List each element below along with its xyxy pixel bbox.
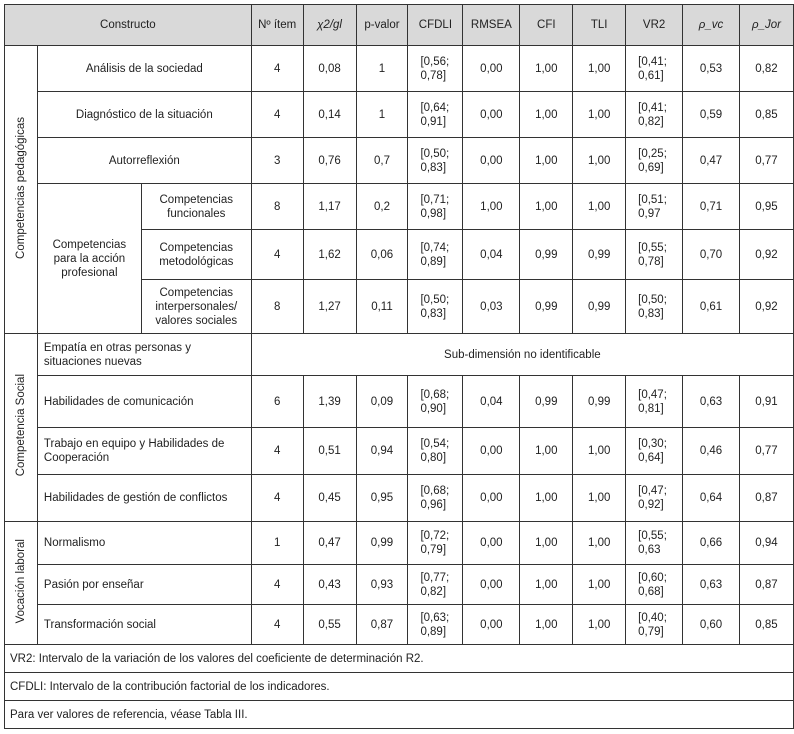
cell-rho-jor: 0,85: [739, 605, 793, 645]
row-label: Habilidades de comunicación: [37, 376, 251, 428]
cell-cfi: 1,00: [520, 428, 573, 475]
cell-cfdli: [0,77; 0,82]: [408, 565, 463, 605]
cell-rmsea: 0,04: [463, 230, 520, 280]
cell-cfi: 1,00: [520, 184, 573, 230]
cell-rho-jor: 0,87: [739, 565, 793, 605]
cell-n: 8: [251, 184, 303, 230]
cell-cfi: 1,00: [520, 475, 573, 522]
cell-n: 4: [251, 230, 303, 280]
cell-cfi: 1,00: [520, 46, 573, 92]
table-row: [5, 428, 794, 475]
cell-p: 0,95: [356, 475, 408, 522]
cell-rho-jor: 0,91: [739, 376, 793, 428]
cell-tli: 1,00: [573, 565, 626, 605]
cell-rmsea: 0,00: [463, 565, 520, 605]
header-cfi: CFI: [520, 5, 573, 46]
header-row: [5, 5, 794, 46]
cell-n: 4: [251, 428, 303, 475]
cell-cfi: 1,00: [520, 605, 573, 645]
cell-tli: 1,00: [573, 46, 626, 92]
cell-vr2: [0,55; 0,63: [626, 522, 683, 565]
row-label: Análisis de la sociedad: [37, 46, 251, 92]
cell-chi: 1,17: [303, 184, 356, 230]
cell-tli: 1,00: [573, 428, 626, 475]
cell-rmsea: 0,00: [463, 475, 520, 522]
cell-p: 0,7: [356, 138, 408, 184]
cell-tli: 1,00: [573, 184, 626, 230]
cell-chi: 1,39: [303, 376, 356, 428]
cell-cfdli: [0,50; 0,83]: [408, 280, 463, 334]
cell-rho-jor: 0,82: [739, 46, 793, 92]
cell-tli: 1,00: [573, 605, 626, 645]
results-table: [4, 4, 794, 729]
header-rho-jor: ρ_Jor: [739, 5, 793, 46]
cell-vr2: [0,47; 0,81]: [626, 376, 683, 428]
note-row: [5, 673, 794, 701]
cell-rho-jor: 0,92: [739, 230, 793, 280]
cell-chi: 0,08: [303, 46, 356, 92]
group-label-social: Competencia Social: [5, 334, 38, 522]
table-row: [5, 475, 794, 522]
cell-n: 4: [251, 605, 303, 645]
cell-rmsea: 0,04: [463, 376, 520, 428]
cell-cfdli: [0,56; 0,78]: [408, 46, 463, 92]
row-label: Pasión por enseñar: [37, 565, 251, 605]
cell-rho-jor: 0,92: [739, 280, 793, 334]
cell-cfi: 0,99: [520, 230, 573, 280]
cell-cfdli: [0,64; 0,91]: [408, 92, 463, 138]
group-label-vocacion: Vocación laboral: [5, 522, 38, 645]
cell-n: 6: [251, 376, 303, 428]
cell-chi: 0,43: [303, 565, 356, 605]
cell-rho-vc: 0,70: [683, 230, 740, 280]
footnote-cfdli: CFDLI: Intervalo de la contribución factorial de los indicadores.: [5, 673, 794, 701]
header-p-valor: p-valor: [356, 5, 408, 46]
header-cfdli: CFDLI: [408, 5, 463, 46]
cell-cfi: 1,00: [520, 565, 573, 605]
cell-rho-jor: 0,95: [739, 184, 793, 230]
cell-p: 0,87: [356, 605, 408, 645]
row-label: Autorreflexión: [37, 138, 251, 184]
cell-vr2: [0,41; 0,61]: [626, 46, 683, 92]
table-row: [5, 376, 794, 428]
row-label: Habilidades de gestión de conflictos: [37, 475, 251, 522]
cell-n: 4: [251, 475, 303, 522]
cell-rmsea: 0,00: [463, 138, 520, 184]
not-identifiable-note: Sub-dimensión no identificable: [251, 334, 793, 376]
table-row: [5, 46, 794, 92]
cell-rho-jor: 0,94: [739, 522, 793, 565]
cell-cfdli: [0,72; 0,79]: [408, 522, 463, 565]
footnote-reference: Para ver valores de referencia, véase Tabla III.: [5, 701, 794, 729]
row-label: Competencias interpersonales/ valores sociales: [141, 280, 251, 334]
row-label: Transformación social: [37, 605, 251, 645]
cell-cfi: 0,99: [520, 280, 573, 334]
cell-cfdli: [0,68; 0,90]: [408, 376, 463, 428]
group-label-pedagogicas: Competencias pedagógicas: [5, 46, 38, 334]
cell-rho-vc: 0,60: [683, 605, 740, 645]
cell-rho-jor: 0,85: [739, 92, 793, 138]
cell-p: 0,11: [356, 280, 408, 334]
cell-rho-vc: 0,61: [683, 280, 740, 334]
cell-rho-vc: 0,64: [683, 475, 740, 522]
cell-p: 0,09: [356, 376, 408, 428]
table-row: [5, 334, 794, 376]
header-chi: χ2/gl: [303, 5, 356, 46]
row-label: Empatía en otras personas y situaciones nuevas: [37, 334, 251, 376]
cell-rho-vc: 0,59: [683, 92, 740, 138]
cell-n: 3: [251, 138, 303, 184]
table-row: [5, 92, 794, 138]
cell-cfdli: [0,71; 0,98]: [408, 184, 463, 230]
cell-chi: 1,27: [303, 280, 356, 334]
cell-rho-vc: 0,63: [683, 376, 740, 428]
cell-tli: 1,00: [573, 92, 626, 138]
cell-rho-vc: 0,53: [683, 46, 740, 92]
cell-chi: 1,62: [303, 230, 356, 280]
cell-vr2: [0,55; 0,78]: [626, 230, 683, 280]
cell-rho-jor: 0,87: [739, 475, 793, 522]
cell-vr2: [0,41; 0,82]: [626, 92, 683, 138]
cell-chi: 0,47: [303, 522, 356, 565]
cell-vr2: [0,25; 0,69]: [626, 138, 683, 184]
cell-vr2: [0,30; 0,64]: [626, 428, 683, 475]
row-label: Competencias funcionales: [141, 184, 251, 230]
table-container: [4, 4, 794, 729]
note-row: [5, 701, 794, 729]
cell-vr2: [0,40; 0,79]: [626, 605, 683, 645]
cell-cfdli: [0,63; 0,89]: [408, 605, 463, 645]
cell-rmsea: 0,00: [463, 46, 520, 92]
table-row: [5, 605, 794, 645]
subgroup-label-accion-profesional: Competencias para la acción profesional: [37, 184, 141, 334]
row-label: Diagnóstico de la situación: [37, 92, 251, 138]
cell-cfi: 1,00: [520, 138, 573, 184]
cell-n: 4: [251, 46, 303, 92]
header-rho-vc: ρ_vc: [683, 5, 740, 46]
row-label: Competencias metodológicas: [141, 230, 251, 280]
header-vr2: VR2: [626, 5, 683, 46]
cell-p: 1: [356, 46, 408, 92]
cell-rho-jor: 0,77: [739, 428, 793, 475]
cell-rmsea: 0,03: [463, 280, 520, 334]
note-row: [5, 645, 794, 673]
header-tli: TLI: [573, 5, 626, 46]
cell-n: 8: [251, 280, 303, 334]
cell-rho-vc: 0,46: [683, 428, 740, 475]
cell-chi: 0,45: [303, 475, 356, 522]
cell-cfi: 1,00: [520, 522, 573, 565]
table-row: [5, 138, 794, 184]
header-rmsea: RMSEA: [463, 5, 520, 46]
cell-p: 0,2: [356, 184, 408, 230]
cell-vr2: [0,50; 0,83]: [626, 280, 683, 334]
table-row: [5, 522, 794, 565]
cell-tli: 0,99: [573, 280, 626, 334]
cell-chi: 0,14: [303, 92, 356, 138]
cell-cfdli: [0,74; 0,89]: [408, 230, 463, 280]
cell-cfdli: [0,50; 0,83]: [408, 138, 463, 184]
header-constructo: Constructo: [5, 5, 252, 46]
cell-cfi: 0,99: [520, 376, 573, 428]
cell-rho-vc: 0,66: [683, 522, 740, 565]
cell-rho-vc: 0,47: [683, 138, 740, 184]
table-row: [5, 184, 794, 230]
cell-p: 0,06: [356, 230, 408, 280]
table-row: [5, 565, 794, 605]
cell-rmsea: 0,00: [463, 605, 520, 645]
row-label: Normalismo: [37, 522, 251, 565]
cell-p: 0,93: [356, 565, 408, 605]
cell-n: 1: [251, 522, 303, 565]
cell-tli: 0,99: [573, 376, 626, 428]
footnote-vr2: VR2: Intervalo de la variación de los valores del coeficiente de determinación R2.: [5, 645, 794, 673]
cell-vr2: [0,60; 0,68]: [626, 565, 683, 605]
cell-chi: 0,51: [303, 428, 356, 475]
cell-rmsea: 0,00: [463, 428, 520, 475]
cell-n: 4: [251, 92, 303, 138]
cell-cfi: 1,00: [520, 92, 573, 138]
cell-vr2: [0,51; 0,97: [626, 184, 683, 230]
cell-rho-vc: 0,71: [683, 184, 740, 230]
cell-tli: 0,99: [573, 230, 626, 280]
cell-vr2: [0,47; 0,92]: [626, 475, 683, 522]
cell-chi: 0,55: [303, 605, 356, 645]
cell-tli: 1,00: [573, 522, 626, 565]
cell-rmsea: 1,00: [463, 184, 520, 230]
cell-tli: 1,00: [573, 475, 626, 522]
cell-n: 4: [251, 565, 303, 605]
cell-cfdli: [0,68; 0,96]: [408, 475, 463, 522]
cell-rho-jor: 0,77: [739, 138, 793, 184]
cell-p: 1: [356, 92, 408, 138]
cell-tli: 1,00: [573, 138, 626, 184]
header-n-item: Nº ítem: [251, 5, 303, 46]
cell-chi: 0,76: [303, 138, 356, 184]
cell-p: 0,99: [356, 522, 408, 565]
cell-rmsea: 0,00: [463, 92, 520, 138]
cell-cfdli: [0,54; 0,80]: [408, 428, 463, 475]
cell-rmsea: 0,00: [463, 522, 520, 565]
cell-p: 0,94: [356, 428, 408, 475]
cell-rho-vc: 0,63: [683, 565, 740, 605]
row-label: Trabajo en equipo y Habilidades de Cooperación: [37, 428, 251, 475]
